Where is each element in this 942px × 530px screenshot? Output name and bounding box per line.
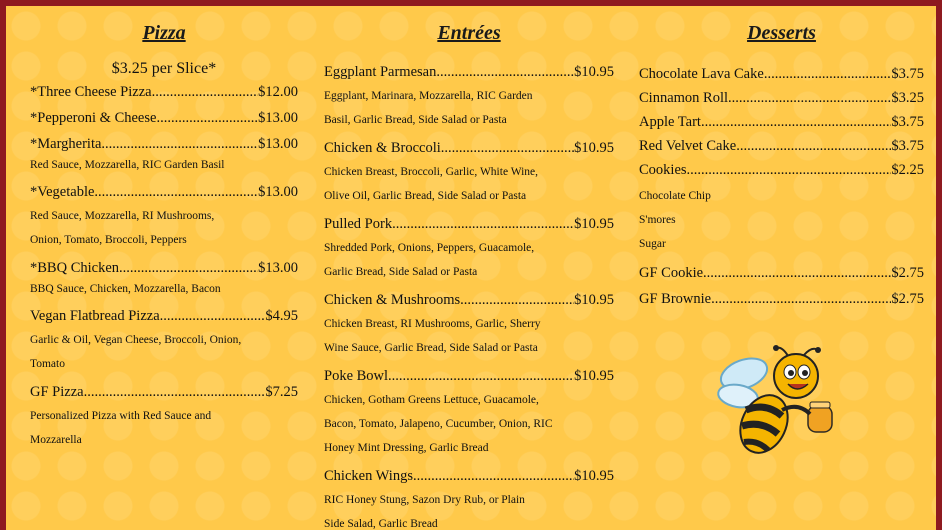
menu-item-cookies: Cookies ..... $2.25 Chocolate Chip S'mores Sugar [639,158,924,256]
menu-item-gf-brownie: GF Brownie ..... $2.75 [639,286,924,312]
menu-item-eggplant-parmesan [324,62,614,132]
menu-item-vegetable [30,182,298,252]
item-price: $12.00 [258,84,298,100]
item-price: $4.95 [265,308,298,324]
pizza-column [30,6,298,452]
leader-dots [441,138,574,158]
item-name: GF Pizza [30,384,84,400]
bee-mascot-icon [716,344,846,462]
item-description: Chicken, Gotham Greens Lettuce, Guacamole, Bacon, Tomato, Jalapeno, Cucumber, Onion, RIC Honey Mint Dressing, Garlic Bread [324,394,553,454]
menu-item-poke-bowl [324,366,614,460]
menu-item-chicken-mushrooms [324,290,614,360]
item-name: Poke Bowl [324,368,389,384]
item-price: $13.00 [258,260,298,276]
item-price: $10.95 [574,468,614,484]
item-description: Eggplant, Marinara, Mozzarella, RIC Garden Basil, Garlic Bread, Side Salad or Pasta [324,90,533,126]
item-name: *Vegetable [30,184,95,200]
menu-item-apple-tart: Apple Tart ..... $3.75 [639,110,924,134]
item-description: Chicken Breast, RI Mushrooms, Garlic, Sherry Wine Sauce, Garlic Bread, Side Salad or Pasta [324,318,541,354]
leader-dots [436,62,574,82]
menu-item-pulled-pork [324,214,614,284]
item-name: *BBQ Chicken [30,260,120,276]
menu-item-red-velvet: Red Velvet Cake ..... $3.75 [639,134,924,158]
item-name: Chicken & Broccoli [324,140,441,156]
item-description: BBQ Sauce, Chicken, Mozzarella, Bacon [30,283,221,295]
item-name: Chicken Wings [324,468,413,484]
item-description: Personalized Pizza with Red Sauce and Mozzarella [30,410,212,446]
menu-item-bbq-chicken [30,258,298,298]
item-price: $10.95 [574,292,614,308]
menu-item-cinnamon-roll: Cinnamon Roll ..... $3.25 [639,86,924,110]
pizza-heading: Pizza [142,22,186,44]
item-name: *Three Cheese Pizza [30,84,152,100]
leader-dots [101,134,258,154]
item-price: $10.95 [574,368,614,384]
item-price: $13.00 [258,136,298,152]
menu-item-chicken-wings [324,466,614,530]
leader-dots [413,466,574,486]
cookie-flavor: Sugar [639,238,666,250]
menu-item-three-cheese [30,82,298,102]
menu-item-chicken-broccoli [324,138,614,208]
item-description: Shredded Pork, Onions, Peppers, Guacamole, Garlic Bread, Side Salad or Pasta [324,242,535,278]
desserts-column [639,6,924,312]
menu-item-pepperoni [30,108,298,128]
item-description: RIC Honey Stung, Sazon Dry Rub, or Plain Side Salad, Garlic Bread [324,494,525,530]
leader-dots [94,182,258,202]
item-price: $10.95 [574,64,614,80]
pizza-price-note: $3.25 per Slice* [111,60,217,77]
item-name: *Margherita [30,136,102,152]
item-price: $7.25 [265,384,298,400]
menu-item-gf-pizza [30,382,298,452]
item-description: Garlic & Oil, Vegan Cheese, Broccoli, Onion, Tomato [30,334,242,370]
item-price: $13.00 [258,184,298,200]
leader-dots [84,382,266,402]
item-description: Chicken Breast, Broccoli, Garlic, White Wine, Olive Oil, Garlic Bread, Side Salad or Pasta [324,166,539,202]
cookie-flavor: Chocolate Chip [639,190,711,202]
leader-dots [152,82,259,102]
item-name: Pulled Pork [324,216,393,232]
item-name: Chicken & Mushrooms [324,292,461,308]
item-description: Red Sauce, Mozzarella, RI Mushrooms, Onion, Tomato, Broccoli, Peppers [30,210,215,246]
item-price: $10.95 [574,216,614,232]
leader-dots [392,214,574,234]
item-price: $10.95 [574,140,614,156]
cookie-flavors [639,184,924,256]
item-name: Eggplant Parmesan [324,64,437,80]
menu-item-gf-cookie: GF Cookie ..... $2.75 [639,260,924,286]
menu-item-margherita [30,134,298,174]
leader-dots [460,290,574,310]
leader-dots [160,306,266,326]
menu-item-lava-cake: Chocolate Lava Cake ..... $3.75 [639,62,924,86]
entrees-column [324,6,614,530]
item-description: Red Sauce, Mozzarella, RIC Garden Basil [30,159,225,171]
menu-item-vegan-flatbread [30,306,298,376]
item-price: $13.00 [258,110,298,126]
leader-dots [156,108,258,128]
desserts-heading: Desserts [747,22,816,44]
leader-dots [119,258,258,278]
item-name: *Pepperoni & Cheese [30,110,157,126]
cookie-flavor: S'mores [639,214,676,226]
entrees-heading: Entrées [437,22,501,44]
item-name: Vegan Flatbread Pizza [30,308,160,324]
leader-dots [388,366,574,386]
